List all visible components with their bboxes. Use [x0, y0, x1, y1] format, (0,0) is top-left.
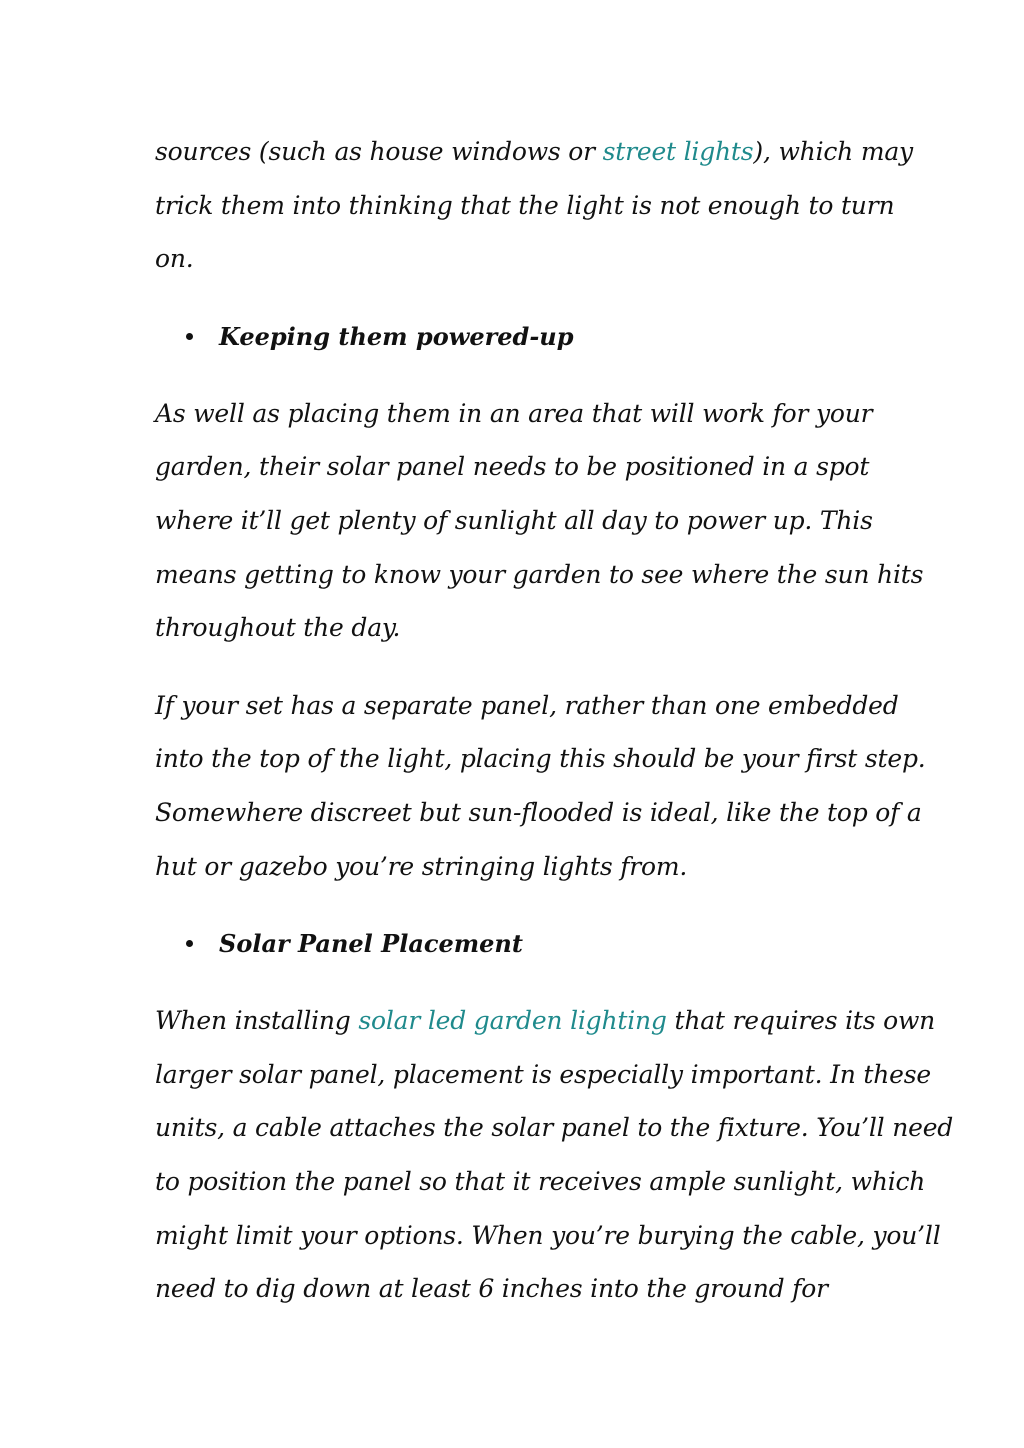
text-segment: that requires its own [666, 1006, 936, 1036]
paragraph-installing [155, 994, 954, 1316]
street-lights-link[interactable]: street lights [602, 137, 754, 166]
text-line [155, 125, 913, 179]
text-line: on. [155, 244, 194, 274]
text-line: hut or gazebo you’re stringing lights from. [155, 851, 688, 881]
text-line [155, 994, 936, 1048]
document-page [155, 125, 954, 1340]
text-segment: When installing [155, 1006, 359, 1036]
text-line: As well as placing them in an area that will work for your [155, 398, 873, 428]
text-line: means getting to know your garden to see where the sun hits [155, 559, 924, 589]
text-line: trick them into thinking that the light is not enough to turn [155, 190, 895, 220]
bullet-solar-panel-placement [155, 917, 885, 970]
text-line: Somewhere discreet but sun-flooded is ideal, like the top of a [155, 797, 922, 827]
text-segment: sources (such as house windows or [155, 137, 603, 166]
text-segment: ), which may [753, 137, 913, 166]
bullet-heading: Keeping them powered-up [219, 321, 574, 351]
text-line: where it’ll get plenty of sunlight all day to power up. This [155, 505, 873, 535]
paragraph-street-lights [155, 125, 913, 286]
bullet-heading: Solar Panel Placement [219, 929, 523, 959]
paragraph-placing-panel [155, 387, 924, 655]
paragraph-separate-panel [155, 679, 926, 893]
bullet-keeping-powered [155, 310, 885, 363]
text-line: into the top of the light, placing this should be your first step. [155, 744, 926, 774]
bullet-icon [186, 940, 193, 947]
solar-led-garden-lighting-link[interactable]: solar led garden lighting [358, 1006, 667, 1036]
bullet-icon [186, 333, 193, 340]
text-line: might limit your options. When you’re burying the cable, you’ll [155, 1220, 941, 1250]
text-line: larger solar panel, placement is especially important. In these [155, 1059, 931, 1089]
text-line: units, a cable attaches the solar panel to the fixture. You’ll need [155, 1113, 954, 1143]
text-line: to position the panel so that it receives ample sunlight, which [155, 1166, 926, 1196]
text-line: garden, their solar panel needs to be positioned in a spot [155, 452, 870, 482]
text-line: need to dig down at least 6 inches into the ground for [155, 1274, 828, 1304]
text-line: If your set has a separate panel, rather than one embedded [155, 690, 899, 720]
text-line: throughout the day. [155, 613, 401, 643]
